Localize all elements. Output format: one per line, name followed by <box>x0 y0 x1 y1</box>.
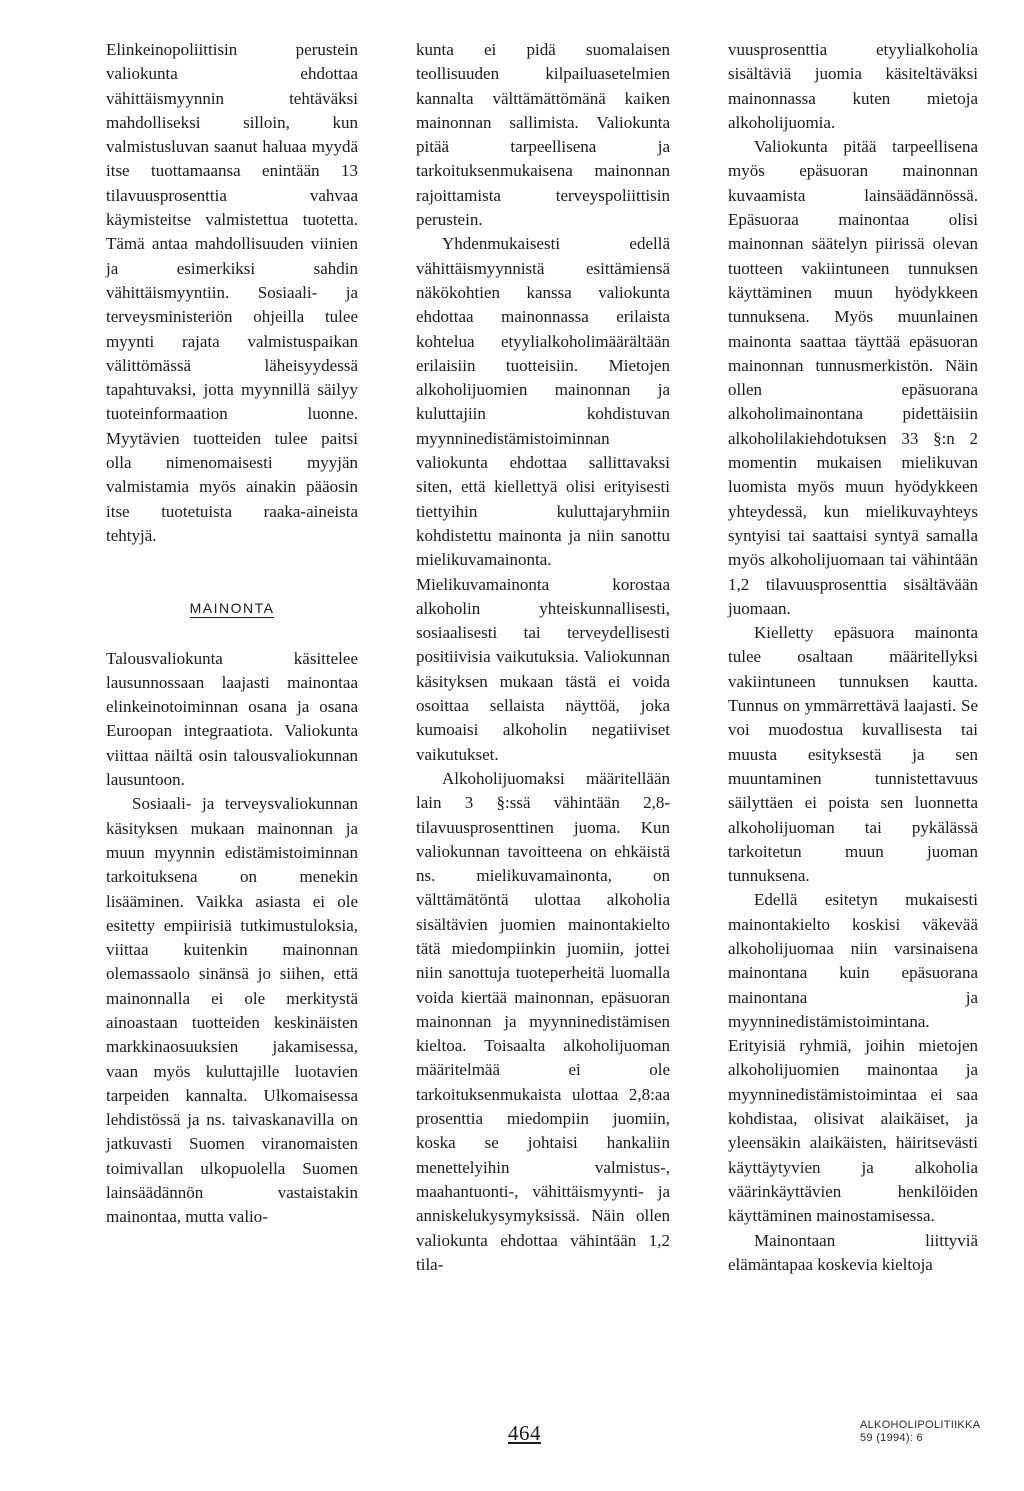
journal-reference <box>860 1419 980 1445</box>
journal-issue: 59 (1994): 6 <box>860 1432 923 1444</box>
paragraph: kunta ei pidä suomalaisen teollisuuden kilpailuasetelmien kannalta välttämättömänä kaiken mainonnan sallimista. Valiokunta pitää tarpeellisena ja tarkoituksenmukaisena mainonnan rajoittamista terveyspoliittisin perustein. <box>416 40 670 230</box>
section-heading-text: MAINONTA <box>189 600 275 617</box>
page-number: 464 <box>508 1421 541 1445</box>
paragraph: Mainontaan liittyviä elämäntapaa koskevia kieltoja <box>728 1230 978 1274</box>
text-column-2 <box>416 38 670 1277</box>
paragraph: Edellä esitetyn mukaisesti mainontakielto koskisi väkevää alkoholijuomaa niin varsinaisena mainontana kuin epäsuorana mainontana ja myynninedistämistoimintana. Erityisiä ryhmiä, joihin mietojen alkoholijuomien mainontaa ja myynninedistämistoimintaa ei saa kohdistaa, olisivat alaikäiset, ja yleensäkin alaikäisten, häiritsevästi käyttäytyvien ja alkoholia väärinkäyttävien henkilöiden käyttäminen mainostamisessa. <box>728 890 978 1226</box>
paragraph: Alkoholijuomaksi määritellään lain 3 §:ssä vähintään 2,8-tilavuusprosenttinen juoma. Kun valiokunnan tavoitteena on ehkäistä ns. mielikuvamainonta, on välttämätöntä ulottaa alkoholia sisältävien juomien mainontakielto tätä miedompiinkin juomiin, jottei niin sanottuja tuoteperheitä luomalla voida kiertää mainonnan, epäsuoran mainonnan ja myynninedistämisen kieltoa. Toisaalta alkoholijuoman määritelmää ei ole tarkoituksenmukaista ulottaa 2,8:aa prosenttia miedompiin juomiin, koska se johtaisi hankaliin menettelyihin valmistus-, maahantuonti-, vähittäismyynti- ja anniskelukysymyksissä. Näin ollen valiokunta ehdottaa vähintään 1,2 tila- <box>416 768 670 1274</box>
section-heading <box>106 596 358 620</box>
paragraph: Yhdenmukaisesti edellä vähittäismyynnistä esittämiensä näkökohtien kanssa valiokunta ehdottaa mainonnassa erilaista kohtelua etyylialkoholimäärältään erilaisiin tuotteisiin. Mietojen alkoholijuomien mainonnan ja kuluttajiin kohdistuvan myynninedistämistoiminnan valiokunta ehdottaa sallittavaksi siten, että kiellettyä olisi erityisesti tiettyihin kuluttajaryhmiin kohdistettu mainonta ja niin sanottu mielikuvamainonta. Mielikuvamainonta korostaa alkoholin yhteiskunnallisesti, sosiaalisesti tai terveydellisesti positiivisia vaikutuksia. Valiokunnan käsityksen mukaan tästä ei voida osoittaa sellaista näyttöä, joka kumoaisi alkoholin negatiiviset vaikutukset. <box>416 234 670 764</box>
journal-name: ALKOHOLIPOLITIIKKA <box>860 1419 981 1431</box>
paragraph: Kielletty epäsuora mainonta tulee osaltaan määritellyksi vakiintuneen tunnuksen kautta. Tunnus on ymmärrettävä laajasti. Se voi muodostua kuvallisesta tai muusta esityksestä ja sen muuntaminen tunnistettavuus säilyttäen ei poista sen luonnetta alkoholijuoman tai pykälässä tarkoitetun muun juoman tunnuksena. <box>728 623 978 886</box>
paragraph: vuusprosenttia etyylialkoholia sisältäviä juomia käsiteltäväksi mainonnassa kuten mietoja alkoholijuomia. <box>728 40 978 132</box>
text-column-3 <box>728 38 978 1277</box>
paragraph: Sosiaali- ja terveysvaliokunnan käsityksen mukaan mainonnan ja muun myynnin edistämistoiminnan tarkoituksena on menekin lisääminen. Vaikka asiasta ei ole esitetty empiirisiä tutkimustuloksia, viittaa kuitenkin mainonnan olemassaolo sinänsä jo siihen, että mainonnalla ei ole merkitystä ainoastaan tuotteiden keskinäisten markkinaosuuksien jakamisessa, vaan myös kuluttajille luotavien tarpeiden kannalta. Ulkomaisessa lehdistössä ja ns. taivaskanavilla on jatkuvasti Suomen viranomaisten toimivallan ulkopuolella Suomen lainsäädännön vastaistakin mainontaa, mutta valio- <box>106 794 358 1227</box>
text-column-1 <box>106 38 358 1230</box>
paragraph: Talousvaliokunta käsittelee lausunnossaan laajasti mainontaa elinkeinotoiminnan osana ja osana Euroopan integraatiota. Valiokunta viittaa näiltä osin talousvaliokunnan lausuntoon. <box>106 648 358 790</box>
paragraph: Valiokunta pitää tarpeellisena myös epäsuoran mainonnan kuvaamista lainsäädännössä. Epäsuoraa mainontaa olisi mainonnan säätelyn piirissä olevan tuotteen vakiintuneen tunnuksen käyttäminen muun hyödykkeen tunnuksena. Myös muunlainen mainonta saattaa täyttää epäsuoran mainonnan tunnusmerkistön. Näin ollen epäsuorana alkoholimainontana pidettäisiin alkoholilakiehdotuksen 33 §:n 2 momentin mukaisen mielikuvan luomista myös muun hyödykkeen yhteydessä, kun mielikuvayhteys syntyisi tai saattaisi syntyä samalla myös alkoholijuomaan tai vähintään 1,2 tilavuusprosenttia sisältävään juomaan. <box>728 137 978 618</box>
paragraph: Elinkeinopoliittisin perustein valiokunta ehdottaa vähittäismyynnin tehtäväksi mahdolliseksi silloin, kun valmistusluvan saanut haluaa myydä itse tuottamaansa enintään 13 tilavuusprosenttia vahvaa käymisteitse valmistettua tuotetta. Tämä antaa mahdollisuuden viinien ja esimerkiksi sahdin vähittäismyyntiin. Sosiaali- ja terveysministeriön ohjeilla tulee myynti rajata valmistuspaikan välittömässä läheisyydessä tapahtuvaksi, jotta myynnillä säilyy tuoteinformaation luonne. Myytävien tuotteiden tulee paitsi olla nimenomaisesti myyjän valmistamia myös ainakin pääosin itse tuotetuista raaka-aineista tehtyjä. <box>106 40 358 545</box>
